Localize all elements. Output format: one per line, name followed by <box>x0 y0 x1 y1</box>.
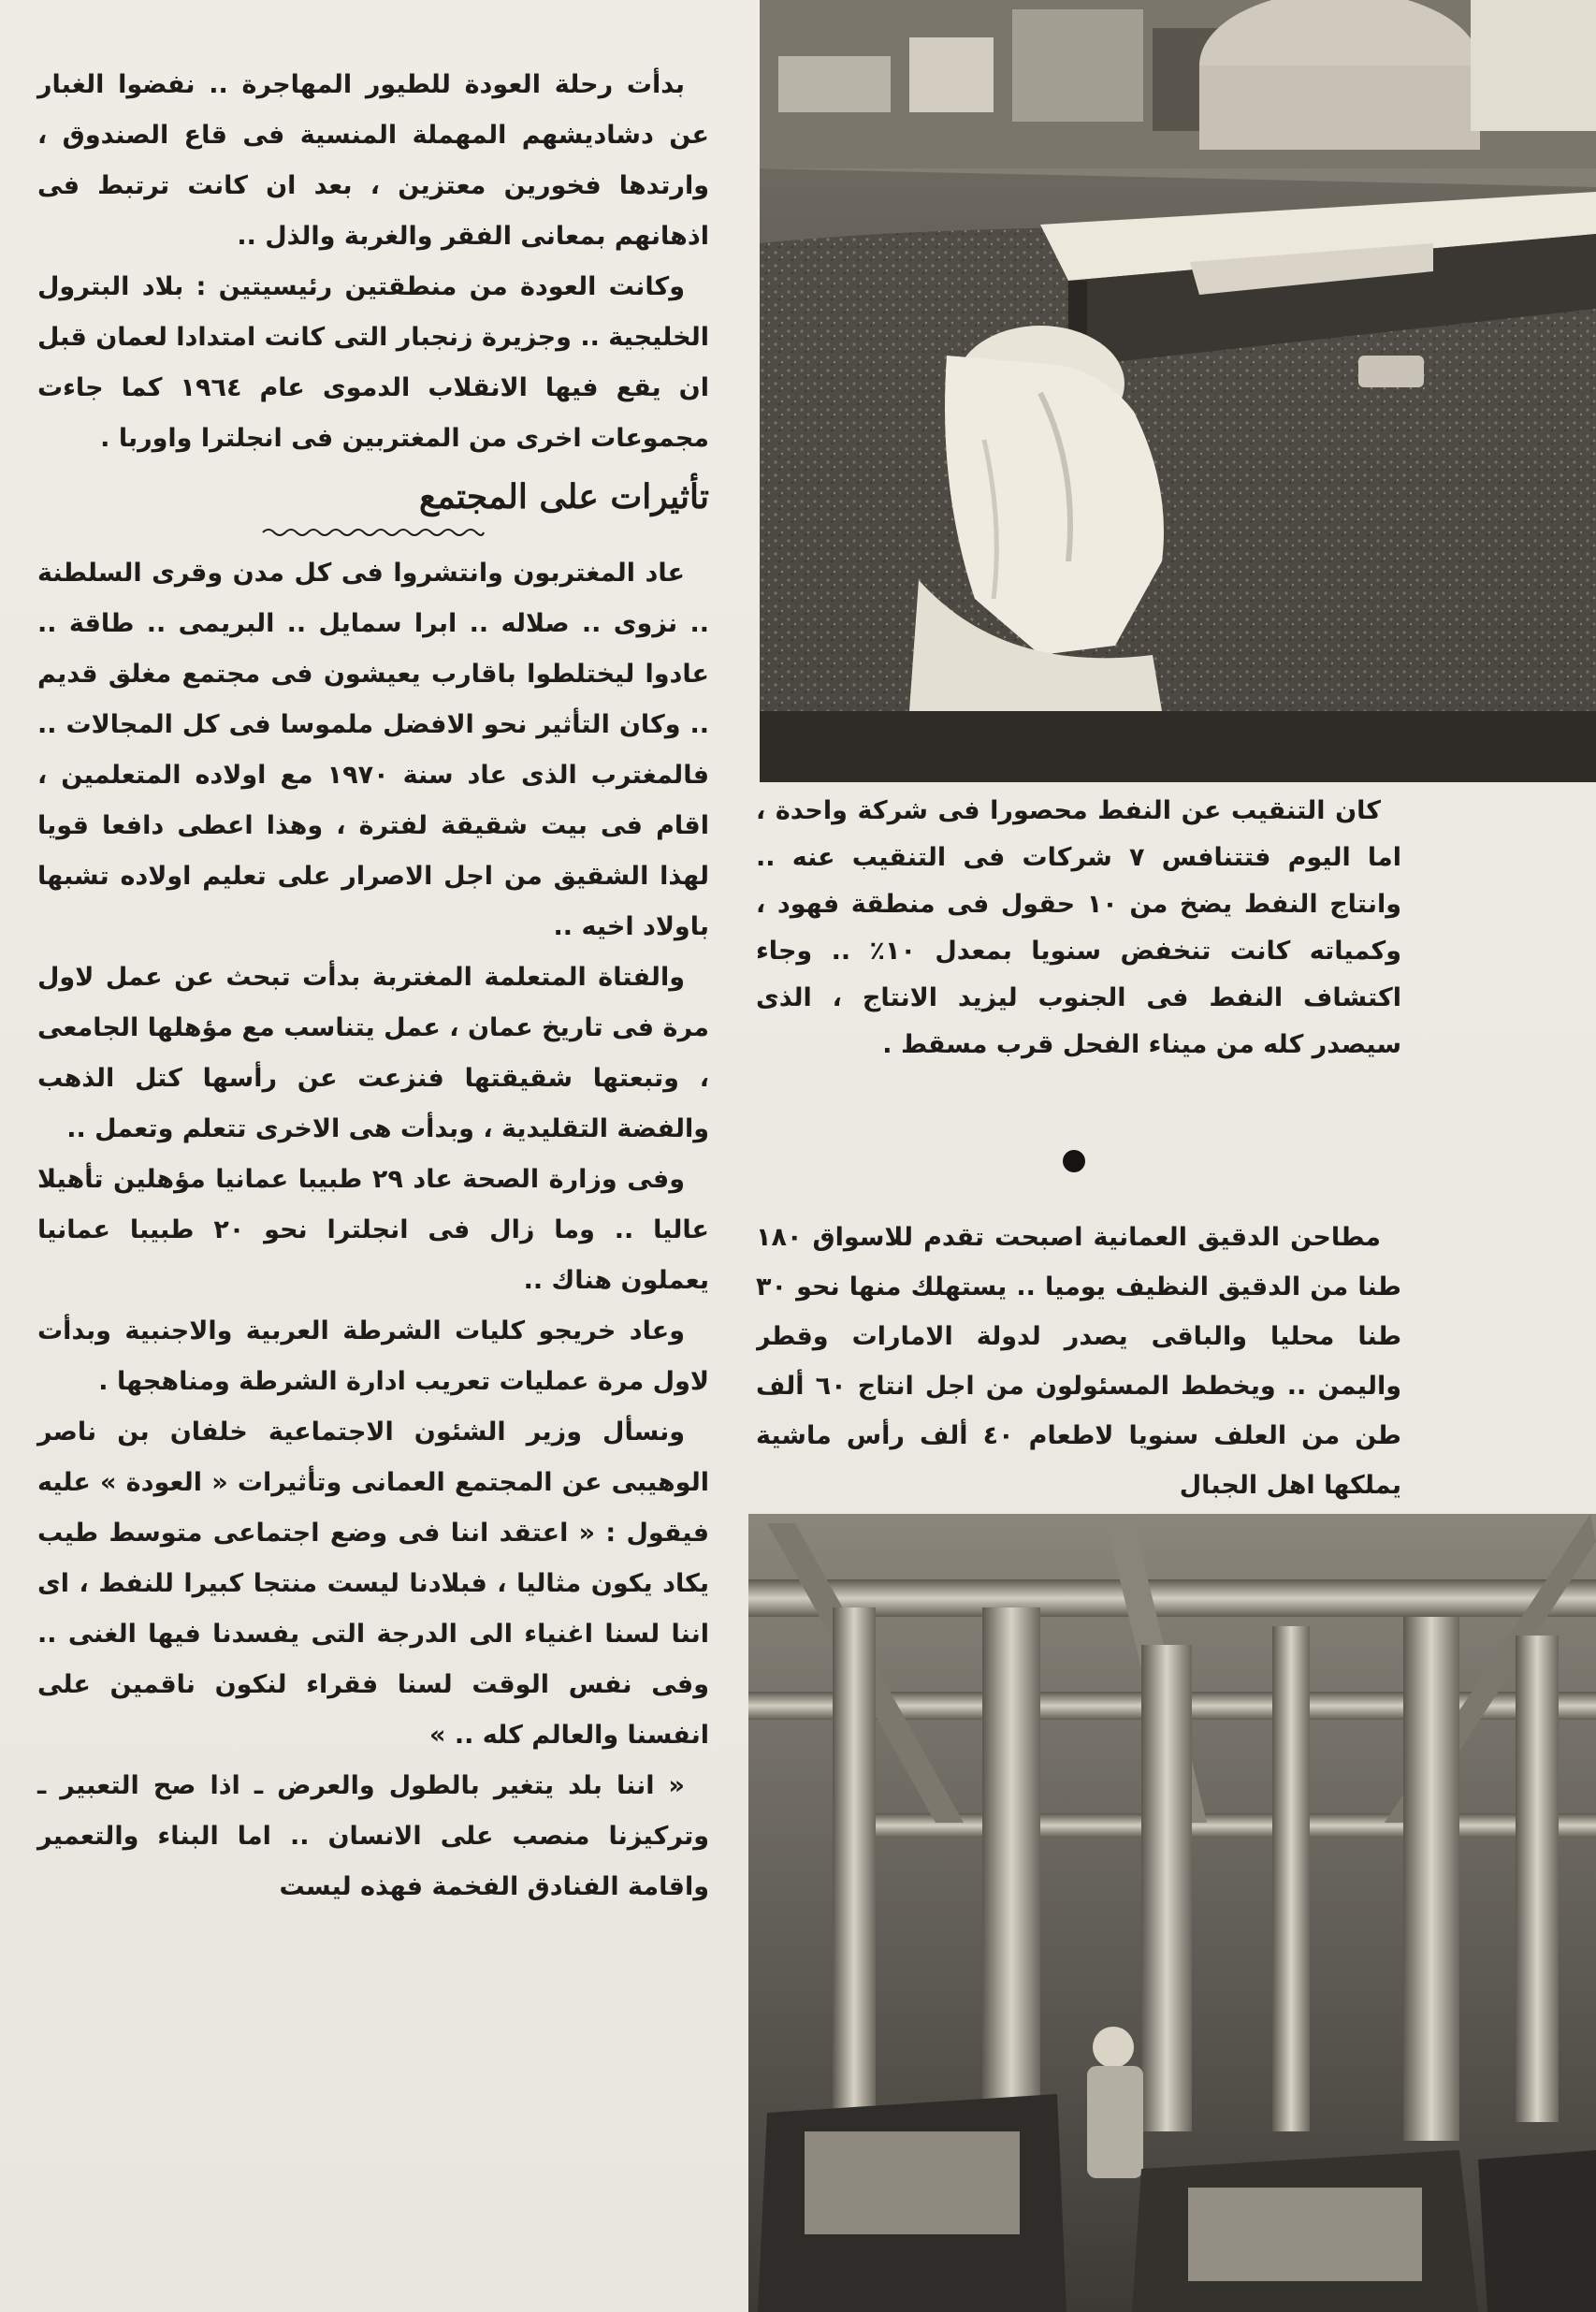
flour-mill-photo <box>748 1514 1596 2312</box>
article-paragraph: بدأت رحلة العودة للطيور المهاجرة .. نفضوا الغبار عن دشاديشهم المهملة المنسية فى قاع الصندوق ، وارتدها فخورين معتزين ، بعد ان كانت ترتبط فى اذهانهم بمعانى الفقر والغربة والذل .. <box>37 70 709 251</box>
flour-mills-text: مطاحن الدقيق العمانية اصبحت تقدم للاسواق ١٨٠ طنا من الدقيق النظيف يوميا .. يستهلك منها نحو ٣٠ طنا محليا والباقى يصدر لدولة الامارات وقطر واليمن .. ويخطط المسئولون من اجل انتاج ٦٠ ألف طن من العلف سنويا لاطعام ٤٠ ألف رأس ماشية يملكها اهل الجبال <box>756 1223 1401 1500</box>
article-paragraph: والفتاة المتعلمة المغتربة بدأت تبحث عن عمل لاول مرة فى تاريخ عمان ، عمل يتناسب مع مؤهلها الجامعى ، وتبعتها شقيقتها فنزعت عن رأسها كتل الذهب والفضة التقليدية ، وبدأت هى الاخرى تتعلم وتعمل .. <box>37 963 709 1143</box>
flour-mill-photo-illustration <box>748 1514 1596 2312</box>
photo-caption <box>756 788 1401 1069</box>
caption-text: كان التنقيب عن النفط محصورا فى شركة واحدة ، اما اليوم فتتنافس ٧ شركات فى التنقيب عنه .. وانتاج النفط يضخ من ١٠ حقول فى منطقة فهود ، وكمياته كانت تنخفض سنويا بمعدل ١٠٪ .. وجاء اكتشاف النفط فى الجنوب ليزيد الانتاج ، الذى سيصدر كله من ميناء الفحل قرب مسقط . <box>756 796 1402 1059</box>
oil-field-photo <box>760 0 1596 782</box>
oil-field-photo-illustration <box>760 0 1596 782</box>
article-paragraph: عاد المغتربون وانتشروا فى كل مدن وقرى السلطنة .. نزوى .. صلاله .. ابرا سمايل .. البريمى .. طاقة .. عادوا ليختلطوا باقارب يعيشون فى مجتمع مغلق قديم .. وكان التأثير نحو الافضل ملموسا فى كل المجالات .. فالمغترب الذى عاد سنة ١٩٧٠ مع اولاده المتعلمين ، اقام فى بيت شقيقة لفترة ، وهذا اعطى دافعا قويا لهذا الشقيق من اجل الاصرار على تعليم اولاده تشبها باولاد اخيه .. <box>37 559 710 941</box>
article-paragraph: وفى وزارة الصحة عاد ٢٩ طبيبا عمانيا مؤهلين تأهيلا عاليا .. وما زال فى انجلترا نحو ٢٠ طبيبا عمانيا يعملون هناك .. <box>37 1165 709 1295</box>
article-paragraph: وعاد خريجو كليات الشرطة العربية والاجنبية وبدأت لاول مرة عمليات تعريب ادارة الشرطة ومناهجها . <box>37 1316 709 1396</box>
heading-wavy-underline <box>261 526 486 539</box>
section-heading: تأثيرات على المجتمع <box>419 477 709 516</box>
flour-mills-paragraph <box>756 1213 1401 1510</box>
article-paragraph: « اننا بلد يتغير بالطول والعرض ـ اذا صح التعبير ـ وتركيزنا منصب على الانسان .. اما البناء والتعمير واقامة الفنادق الفخمة فهذه ليست <box>37 1771 709 1901</box>
article-paragraph: ونسأل وزير الشئون الاجتماعية خلفان بن ناصر الوهيبى عن المجتمع العمانى وتأثيرات « العودة » عليه فيقول : « اعتقد اننا فى وضع اجتماعى متوسط طيب يكاد يكون مثاليا ، فبلادنا ليست منتجا كبيرا للنفط ، اى اننا لسنا اغنياء الى الدرجة التى يفسدنا فيها الغنى .. وفى نفس الوقت لسنا فقراء لنكون ناقمين على انفسنا والعالم كله .. » <box>37 1418 709 1750</box>
article-text-column <box>37 60 709 1912</box>
article-paragraph: وكانت العودة من منطقتين رئيسيتين : بلاد البترول الخليجية .. وجزيرة زنجبار التى كانت امتدادا لعمان قبل ان يقع فيها الانقلاب الدموى عام ١٩٦٤ كما جاءت مجموعات اخرى من المغتربين فى انجلترا واوربا . <box>37 272 709 453</box>
bullet-separator <box>1063 1150 1085 1172</box>
